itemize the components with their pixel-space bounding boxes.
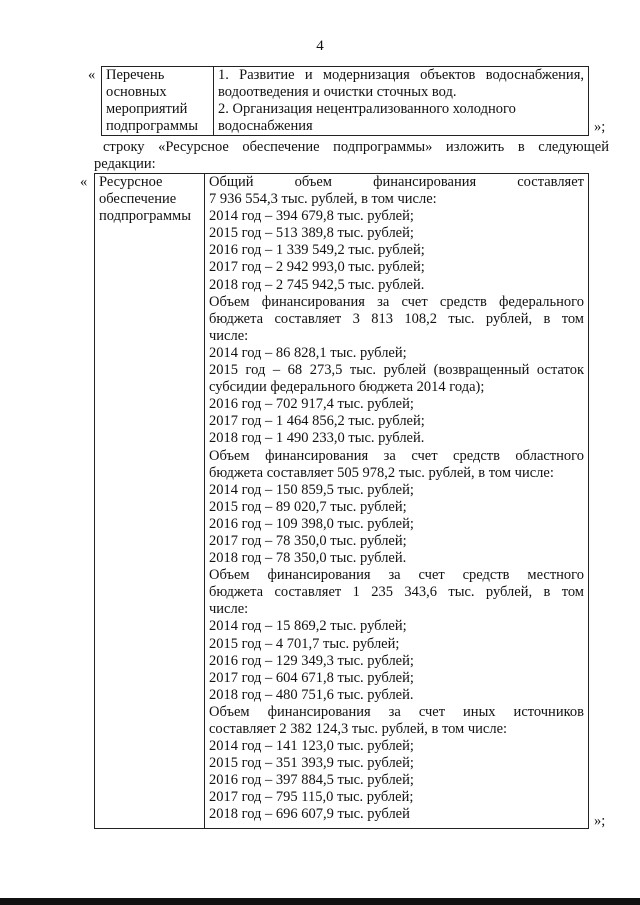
year-line: 2018 год – 78 350,0 тыс. рублей.: [209, 550, 407, 567]
label-line: Перечень: [106, 67, 165, 83]
year-line: 2018 год – 480 751,6 тыс. рублей.: [209, 686, 414, 703]
year-line: 2015 год – 351 393,9 тыс. рублей;: [209, 755, 414, 772]
resources-table: [94, 173, 589, 829]
year-line: 2016 год – 397 884,5 тыс. рублей;: [209, 772, 414, 789]
content-line: 1. Развитие и модернизация объектов водоснабжения,: [218, 67, 584, 83]
activities-content-cell: [214, 67, 589, 136]
body-text-line-1: строку «Ресурсное обеспечение подпрограммы» изложить в следующей: [103, 139, 609, 155]
year-line: 2014 год – 394 679,8 тыс. рублей;: [209, 208, 414, 225]
year-line: 2016 год – 109 398,0 тыс. рублей;: [209, 515, 414, 532]
local-line: бюджета составляет 1 235 343,6 тыс. рублей, в том: [209, 584, 584, 601]
year-line: 2018 год – 696 607,9 тыс. рублей: [209, 806, 410, 823]
label-line: основных: [106, 84, 167, 101]
activities-table: [101, 66, 589, 136]
label-line: мероприятий: [106, 101, 188, 118]
year-line: субсидии федерального бюджета 2014 года);: [209, 379, 485, 396]
resources-content-cell: [205, 174, 589, 829]
year-line: 2014 год – 141 123,0 тыс. рублей;: [209, 738, 414, 755]
local-lead: Объем финансирования за счет средств местного: [209, 567, 584, 584]
year-line: 2017 год – 795 115,0 тыс. рублей;: [209, 789, 414, 806]
page-number: 4: [316, 38, 324, 54]
open-quote-1: «: [88, 67, 96, 83]
year-line: 2014 год – 15 869,2 тыс. рублей;: [209, 618, 407, 635]
close-quote-1: »;: [594, 119, 606, 135]
regional-lead: Объем финансирования за счет средств областного: [209, 447, 584, 464]
year-line: 2015 год – 513 389,8 тыс. рублей;: [209, 225, 414, 242]
federal-line: числе:: [209, 327, 249, 344]
year-line: 2015 год – 4 701,7 тыс. рублей;: [209, 635, 400, 652]
content-line: 2. Организация нецентрализованного холодного: [218, 101, 516, 118]
year-line: 2015 год – 89 020,7 тыс. рублей;: [209, 498, 407, 515]
regional-line: бюджета составляет 505 978,2 тыс. рублей, в том числе:: [209, 464, 554, 481]
year-line: 2016 год – 129 349,3 тыс. рублей;: [209, 652, 414, 669]
resources-label-cell: [95, 174, 205, 829]
scan-edge-bar: [0, 898, 640, 905]
label-line: обеспечение: [99, 191, 177, 208]
federal-line: бюджета составляет 3 813 108,2 тыс. рублей, в том: [209, 310, 584, 327]
year-line: 2018 год – 2 745 942,5 тыс. рублей.: [209, 276, 425, 293]
year-line: 2017 год – 78 350,0 тыс. рублей;: [209, 532, 407, 549]
total-line: 7 936 554,3 тыс. рублей, в том числе:: [209, 191, 437, 208]
year-line: 2016 год – 1 339 549,2 тыс. рублей;: [209, 242, 425, 259]
year-line: 2015 год – 68 273,5 тыс. рублей (возвращенный остаток: [209, 362, 584, 379]
label-line: подпрограммы: [99, 208, 191, 225]
label-line: подпрограммы: [106, 118, 198, 135]
year-line: 2017 год – 1 464 856,2 тыс. рублей;: [209, 413, 425, 430]
label-line: Ресурсное: [99, 174, 163, 190]
year-line: 2017 год – 2 942 993,0 тыс. рублей;: [209, 259, 425, 276]
open-quote-2: «: [80, 174, 88, 190]
activities-label-cell: [102, 67, 214, 136]
total-lead: Общий объем финансирования составляет: [209, 174, 584, 190]
other-lead: Объем финансирования за счет иных источников: [209, 703, 584, 720]
content-line: водоснабжения: [218, 118, 313, 135]
federal-lead: Объем финансирования за счет средств федерального: [209, 293, 584, 310]
content-line: водоотведения и очистки сточных вод.: [218, 84, 457, 101]
year-line: 2016 год – 702 917,4 тыс. рублей;: [209, 396, 414, 413]
year-line: 2014 год – 150 859,5 тыс. рублей;: [209, 481, 414, 498]
year-line: 2017 год – 604 671,8 тыс. рублей;: [209, 669, 414, 686]
other-line: составляет 2 382 124,3 тыс. рублей, в том числе:: [209, 721, 508, 737]
year-line: 2018 год – 1 490 233,0 тыс. рублей.: [209, 430, 425, 447]
local-line: числе:: [209, 601, 249, 618]
year-line: 2014 год – 86 828,1 тыс. рублей;: [209, 344, 407, 361]
close-quote-2: »;: [594, 813, 606, 829]
body-text-line-2: редакции:: [94, 156, 156, 172]
